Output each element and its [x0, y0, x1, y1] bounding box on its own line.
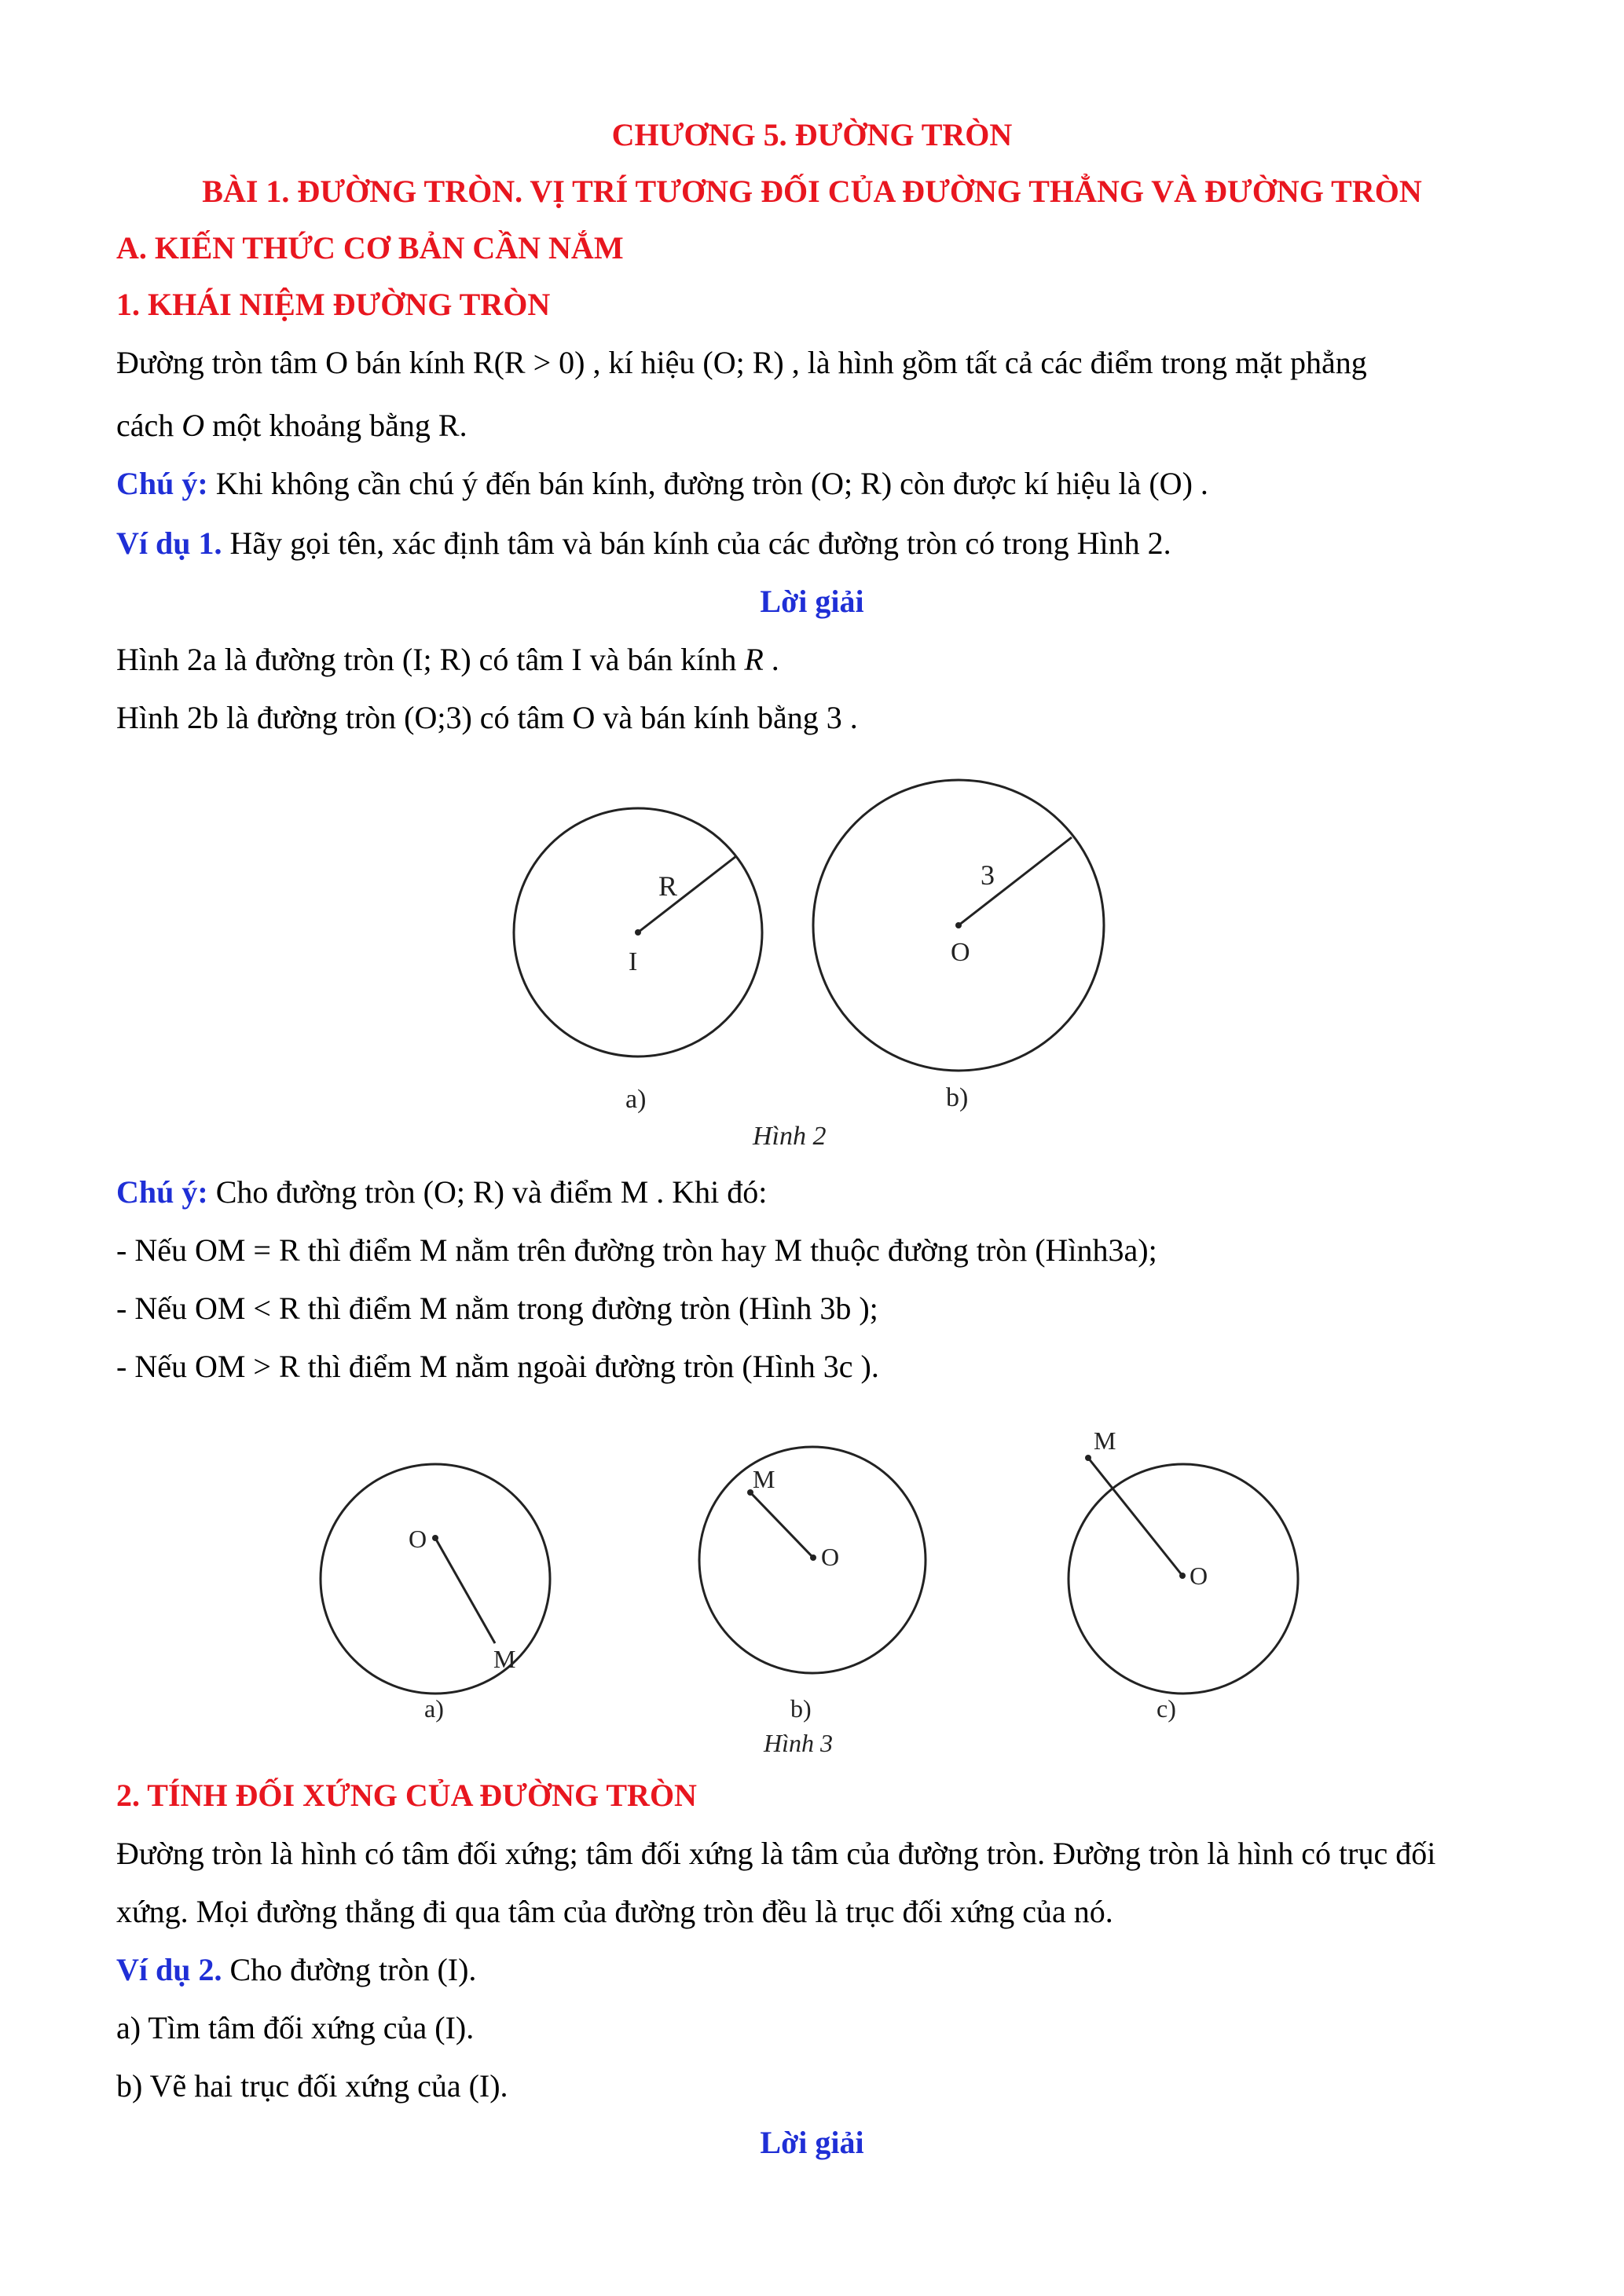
definition-line-2: [116, 407, 467, 445]
figure-3c-caption: c): [1157, 1694, 1176, 1723]
symmetry-line-1: Đường tròn là hình có tâm đối xứng; tâm đối xứng là tâm của đường tròn. Đường tròn là hình có trục đối: [116, 1836, 1436, 1871]
note-1-text: Khi không cần chú ý đến bán kính, đường tròn (O; R) còn được kí hiệu là (O) .: [207, 466, 1208, 501]
lesson-title: BÀI 1. ĐƯỜNG TRÒN. VỊ TRÍ TƯƠNG ĐỐI CỦA ĐƯỜNG THẲNG VÀ ĐƯỜNG TRÒN: [202, 174, 1422, 209]
definition-line-1: Đường tròn tâm O bán kính R(R > 0) , kí hiệu (O; R) , là hình gồm tất cả các điểm trong mặt phẳng: [116, 345, 1367, 380]
radius-r-line: [638, 856, 736, 932]
example-1-text: Hãy gọi tên, xác định tâm và bán kính của các đường tròn có trong Hình 2.: [222, 525, 1171, 561]
note-2: [116, 1174, 767, 1211]
label-o-3c: O: [1190, 1562, 1208, 1590]
example-2-part-a: a) Tìm tâm đối xứng của (I).: [116, 2010, 475, 2045]
note-1: [116, 465, 1208, 503]
section-2-title: 2. TÍNH ĐỐI XỨNG CỦA ĐƯỜNG TRÒN: [116, 1778, 697, 1813]
radius-label-r: R: [658, 870, 678, 902]
figure-2-caption: Hình 2: [753, 1122, 827, 1151]
center-point-i: [635, 929, 641, 936]
chapter-title: CHƯƠNG 5. ĐƯỜNG TRÒN: [611, 117, 1013, 152]
label-m-3b: M: [753, 1465, 775, 1493]
radius-label-3: 3: [981, 859, 995, 891]
figure-3c: [1069, 1426, 1298, 1723]
solution-1-heading: Lời giải: [760, 584, 864, 619]
definition-line-2-b: O: [181, 408, 205, 443]
solution-1-line-1-b: R: [744, 642, 764, 677]
section-1-title: 1. KHÁI NIỆM ĐƯỜNG TRÒN: [116, 287, 551, 322]
label-o-3a: O: [409, 1525, 427, 1553]
case-1: - Nếu OM = R thì điểm M nằm trên đường tròn hay M thuộc đường tròn (Hình3a);: [116, 1232, 1157, 1268]
solution-1-line-1-a: Hình 2a là đường tròn (I; R) có tâm I và bán kính: [116, 642, 745, 677]
solution-1-line-1: [116, 641, 779, 679]
figure-3-caption: Hình 3: [764, 1729, 833, 1757]
point-m-3c: [1085, 1455, 1091, 1461]
figure-3b-caption: b): [790, 1694, 812, 1723]
example-1: [116, 525, 1171, 562]
note-2-text: Cho đường tròn (O; R) và điểm M . Khi đó:: [207, 1174, 768, 1210]
case-2: - Nếu OM < R thì điểm M nằm trong đường tròn (Hình 3b );: [116, 1291, 878, 1326]
figure-3a-caption: a): [424, 1694, 444, 1723]
segment-om-3a: [435, 1538, 495, 1643]
circle-3c: [1069, 1464, 1298, 1694]
definition-line-2-a: cách: [116, 408, 182, 443]
center-label-i: I: [629, 947, 638, 976]
figure-2a: [514, 808, 762, 1114]
case-3: - Nếu OM > R thì điểm M nằm ngoài đường tròn (Hình 3c ).: [116, 1349, 879, 1384]
figure-2b-caption: b): [946, 1083, 969, 1112]
note-2-label: Chú ý:: [116, 1174, 208, 1210]
figure-3a: [321, 1464, 550, 1723]
symmetry-line-2: xứng. Mọi đường thẳng đi qua tâm của đường tròn đều là trục đối xứng của nó.: [116, 1894, 1113, 1929]
center-point-o: [955, 922, 962, 928]
label-m-3c: M: [1094, 1426, 1116, 1455]
section-a-title: A. KIẾN THỨC CƠ BẢN CẦN NẮM: [116, 230, 624, 265]
example-2-part-b: b) Vẽ hai trục đối xứng của (I).: [116, 2068, 508, 2104]
figure-3b: [699, 1447, 926, 1723]
solution-1-line-1-c: .: [763, 642, 779, 677]
label-o-3b: O: [821, 1543, 840, 1571]
example-2: [116, 1951, 476, 1989]
definition-line-2-c: một khoảng bằng R.: [204, 408, 467, 443]
label-m-3a: M: [493, 1645, 516, 1673]
center-label-o: O: [951, 938, 970, 967]
point-o-3b: [810, 1554, 816, 1561]
segment-om-3b: [750, 1492, 813, 1558]
figure-2a-caption: a): [625, 1085, 647, 1114]
figure-2: [0, 754, 1624, 1194]
radius-3-line: [959, 837, 1072, 925]
example-2-text: Cho đường tròn (I).: [222, 1952, 477, 1987]
point-o-3c: [1179, 1573, 1186, 1579]
solution-2-heading: Lời giải: [760, 2125, 864, 2160]
example-1-label: Ví dụ 1.: [116, 525, 222, 561]
figure-3: [0, 1414, 1624, 1757]
point-o-3a: [432, 1535, 438, 1541]
note-1-label: Chú ý:: [116, 466, 208, 501]
example-2-label: Ví dụ 2.: [116, 1952, 222, 1987]
figure-2b: [813, 780, 1104, 1112]
solution-1-line-2: Hình 2b là đường tròn (O;3) có tâm O và bán kính bằng 3 .: [116, 700, 858, 735]
